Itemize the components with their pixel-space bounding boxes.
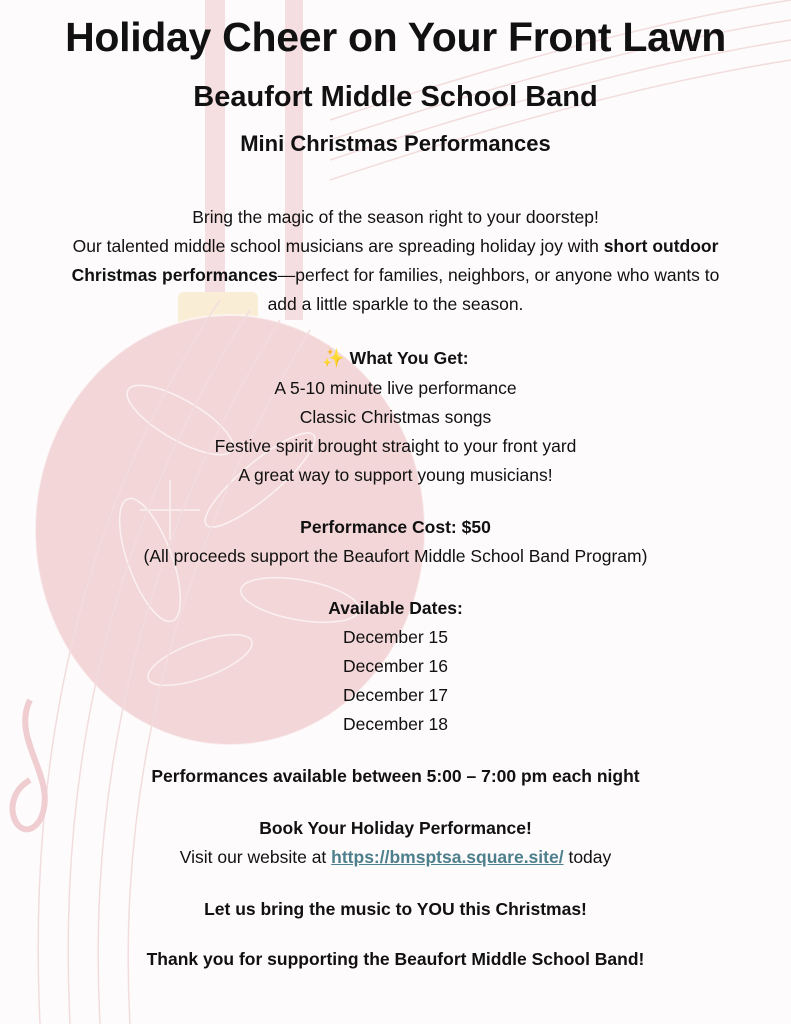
intro-line-2 (0, 235, 791, 257)
flyer-tagline: Mini Christmas Performances (240, 131, 551, 156)
intro-text: —perfect for families, neighbors, or anyone who wants to (277, 265, 720, 285)
intro-line-4: add a little sparkle to the season. (267, 294, 524, 314)
date-item: December 17 (342, 685, 449, 705)
what-you-get-heading (0, 347, 791, 369)
flyer-subtitle: Beaufort Middle School Band (193, 81, 598, 113)
intro-line-1: Bring the magic of the season right to your doorstep! (192, 207, 599, 227)
intro-line-3 (0, 264, 791, 286)
dates-heading: Available Dates: (328, 598, 463, 618)
cost-heading: Performance Cost: $50 (300, 517, 491, 537)
date-item: December 18 (342, 714, 449, 734)
closing-line-1: Let us bring the music to YOU this Christmas! (204, 899, 587, 919)
sparkles-icon: ✨ (322, 348, 345, 368)
benefit-item: Classic Christmas songs (299, 407, 492, 427)
booking-heading: Book Your Holiday Performance! (259, 818, 532, 838)
intro-bold: short outdoor (603, 236, 719, 256)
intro-bold: Christmas performances (71, 265, 278, 285)
date-item: December 16 (342, 656, 449, 676)
hours-text: Performances available between 5:00 – 7:00 pm each night (151, 766, 640, 786)
benefit-item: A great way to support young musicians! (238, 465, 553, 485)
booking-suffix: today (568, 847, 612, 867)
booking-line (0, 846, 791, 868)
closing-line-2: Thank you for supporting the Beaufort Middle School Band! (146, 949, 645, 969)
benefit-item: Festive spirit brought straight to your front yard (214, 436, 577, 456)
date-item: December 15 (342, 627, 449, 647)
intro-text: Our talented middle school musicians are spreading holiday joy with (72, 236, 604, 256)
booking-website-link[interactable]: https://bmsptsa.square.site/ (331, 847, 564, 867)
cost-note: (All proceeds support the Beaufort Middle School Band Program) (143, 546, 648, 566)
section-heading: What You Get: (349, 348, 469, 368)
benefit-item: A 5-10 minute live performance (274, 378, 517, 398)
booking-prefix: Visit our website at (179, 847, 332, 867)
flyer-title: Holiday Cheer on Your Front Lawn (65, 14, 726, 60)
